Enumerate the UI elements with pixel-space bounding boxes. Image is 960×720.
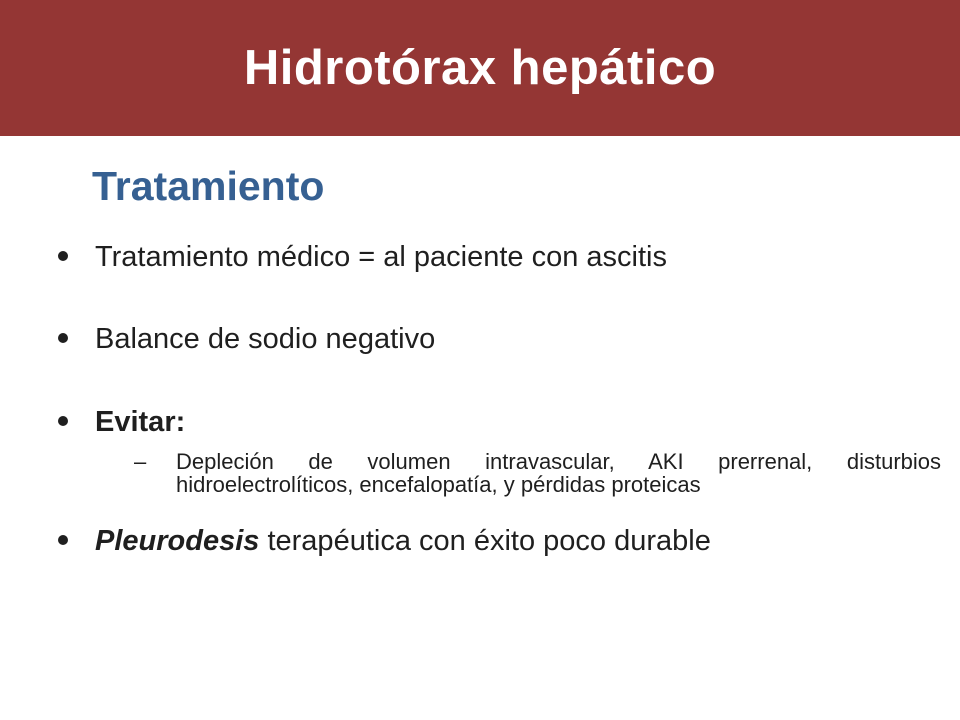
bullet-item xyxy=(56,314,906,364)
sub-bullet-item xyxy=(134,450,941,496)
bullet-item xyxy=(56,397,941,497)
bullet-text: Tratamiento médico = al paciente con ascitis xyxy=(95,241,667,273)
bullet-dot-icon xyxy=(58,333,68,343)
bullet-dot-icon xyxy=(58,251,68,261)
bullet-emphasis: Pleurodesis xyxy=(95,525,260,557)
sub-bullet-text: Depleción de volumen intravascular, AKI prerrenal, disturbios hidroelectrolíticos, encefalopatía, y pérdidas proteicas xyxy=(176,449,941,497)
bullet-label: Evitar: xyxy=(95,406,186,438)
bullet-dot-icon xyxy=(58,416,68,426)
bullet-dot-icon xyxy=(58,535,68,545)
bullet-item xyxy=(56,516,906,566)
dash-icon: – xyxy=(134,449,147,474)
title-bar xyxy=(0,0,960,136)
bullet-text: Balance de sodio negativo xyxy=(95,323,436,355)
slide-title: Hidrotórax hepático xyxy=(243,41,717,95)
section-title: Tratamiento xyxy=(92,163,325,209)
bullet-list xyxy=(56,232,941,566)
bullet-text: terapéutica con éxito poco durable xyxy=(259,525,711,557)
bullet-item xyxy=(56,232,906,282)
